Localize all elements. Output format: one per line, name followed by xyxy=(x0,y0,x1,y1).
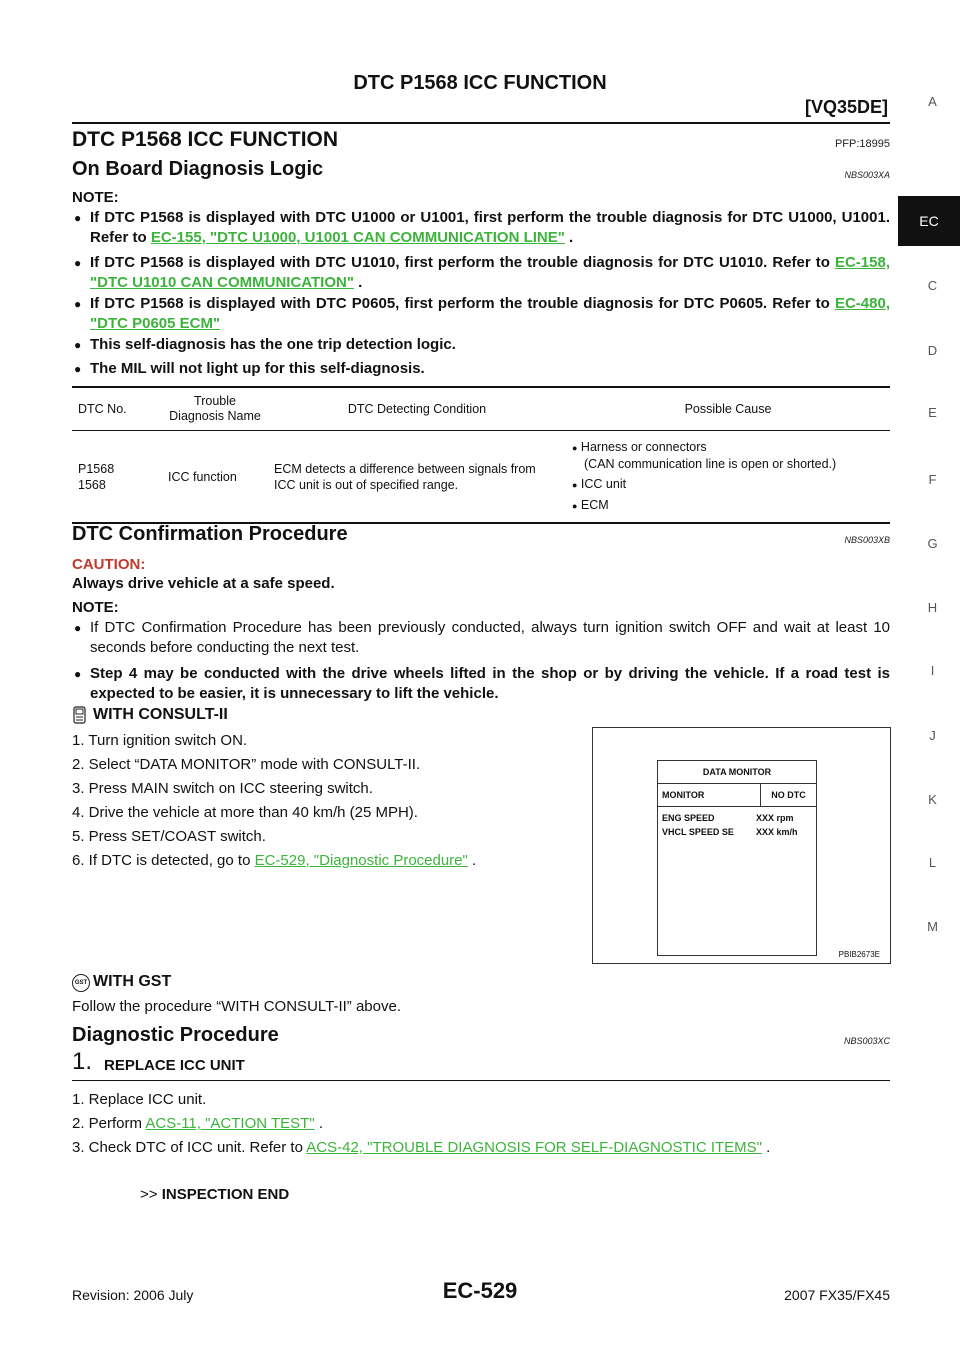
obd-note-5: The MIL will not light up for this self-diagnosis. xyxy=(90,360,425,377)
link-acs-11[interactable]: ACS-11, "ACTION TEST" xyxy=(145,1115,315,1132)
monitor-title: DATA MONITOR xyxy=(658,761,816,784)
page-header-title: DTC P1568 ICC FUNCTION xyxy=(353,72,607,94)
consult-title: WITH CONSULT-II xyxy=(93,706,228,723)
link-ec-158[interactable]: EC-158, "DTC U1010 CAN COMMUNICATION" xyxy=(90,254,890,291)
side-tab-i[interactable]: I xyxy=(930,663,935,678)
part-number: PFP:18995 xyxy=(834,138,890,150)
side-tab-j[interactable]: J xyxy=(929,728,936,743)
step-number: 1. xyxy=(72,1048,93,1075)
th-dtc-no: DTC No. xyxy=(72,387,162,431)
footer-page-number: EC-529 xyxy=(442,1278,518,1303)
step-5: 5. Press SET/COAST switch. xyxy=(72,828,266,845)
bullet-icon: ● xyxy=(74,256,82,270)
obd-note-1: If DTC P1568 is displayed with DTC U1000 or U1001, first perform the trouble diagnosis for DTC U1000, U1001. Refer to EC-155, "DTC U1000, U1001 CAN COMMUNICATION LINE" . xyxy=(90,209,890,246)
side-tab-d[interactable]: D xyxy=(927,343,938,358)
cell-name: ICC function xyxy=(162,431,268,524)
th-possible-cause: Possible Cause xyxy=(566,387,890,431)
monitor-col-monitor: MONITOR xyxy=(658,784,761,806)
th-detecting-condition: DTC Detecting Condition xyxy=(268,387,566,431)
bullet-icon: ● xyxy=(74,362,82,376)
cell-condition: ECM detects a difference between signals from ICC unit is out of specified range. xyxy=(268,431,566,524)
section-title: DTC P1568 ICC FUNCTION xyxy=(72,128,339,151)
link-ec-155[interactable]: EC-155, "DTC U1000, U1001 CAN COMMUNICATION LINE" xyxy=(150,229,565,246)
diag-step-3: 3. Check DTC of ICC unit. Refer to ACS-42, "TROUBLE DIAGNOSIS FOR SELF-DIAGNOSTIC ITEMS" . xyxy=(72,1139,771,1156)
confirm-note-1: If DTC Confirmation Procedure has been previously conducted, always turn ignition switch OFF and wait at least 10 seconds before conducting the next test. xyxy=(90,619,890,656)
cell-dtc-no: P1568 1568 xyxy=(72,431,162,524)
side-tab-g[interactable]: G xyxy=(927,536,938,551)
step-1: 1. Turn ignition switch ON. xyxy=(72,732,248,749)
figure-id: PBIB2673E xyxy=(838,950,880,959)
th-trouble-name: Trouble Diagnosis Name xyxy=(162,387,268,431)
side-tab-e[interactable]: E xyxy=(928,405,937,420)
side-tab-ec[interactable]: EC xyxy=(898,196,960,246)
gst-icon: GST xyxy=(72,974,90,992)
step-2: 2. Select “DATA MONITOR” mode with CONSULT-II. xyxy=(72,756,421,773)
obd-note-label: NOTE: xyxy=(72,189,119,206)
step-3: 3. Press MAIN switch on ICC steering switch. xyxy=(72,780,373,797)
step-4: 4. Drive the vehicle at more than 40 km/h (25 MPH). xyxy=(72,804,418,821)
link-ec-480[interactable]: EC-480, "DTC P0605 ECM" xyxy=(90,295,890,332)
footer-revision: Revision: 2006 July xyxy=(72,1287,194,1303)
obd-note-3: If DTC P1568 is displayed with DTC P0605, first perform the trouble diagnosis for DTC P0605. Refer to EC-480, "DTC P0605 ECM" xyxy=(90,295,890,332)
monitor-item-value: XXX rpm xyxy=(756,813,794,823)
monitor-col-status: NO DTC xyxy=(771,790,806,800)
dtc-table xyxy=(72,386,890,524)
gst-title: WITH GST xyxy=(93,973,172,990)
obd-note-4: This self-diagnosis has the one trip detection logic. xyxy=(90,336,456,353)
table-row xyxy=(72,431,890,524)
step-6: 6. If DTC is detected, go to EC-529, "Diagnostic Procedure" . xyxy=(72,852,477,869)
bullet-icon: ● xyxy=(74,338,82,352)
link-ec-529[interactable]: EC-529, "Diagnostic Procedure" xyxy=(254,852,468,869)
side-tab-m[interactable]: M xyxy=(927,919,938,934)
side-tab-f[interactable]: F xyxy=(928,472,937,487)
monitor-screen xyxy=(657,760,817,956)
side-tab-c[interactable]: C xyxy=(927,278,938,293)
monitor-item-name: ENG SPEED xyxy=(662,813,715,823)
side-tab-k[interactable]: K xyxy=(928,792,937,807)
caution-label: CAUTION: xyxy=(72,556,146,573)
data-monitor-figure xyxy=(592,727,891,964)
caution-text: Always drive vehicle at a safe speed. xyxy=(72,575,335,592)
confirm-title: DTC Confirmation Procedure xyxy=(72,523,348,545)
obd-note-2: If DTC P1568 is displayed with DTC U1010, first perform the trouble diagnosis for DTC U1010. Refer to EC-158, "DTC U1010 CAN COMMUNICATION" . xyxy=(90,254,890,291)
header-rule xyxy=(72,122,890,124)
confirm-note-2: Step 4 may be conducted with the drive wheels lifted in the shop or by driving the vehicle. If a road test is expected to be easier, it is unnecessary to lift the vehicle. xyxy=(90,665,890,702)
step-title: REPLACE ICC UNIT xyxy=(104,1057,245,1074)
diag-code: NBS003XC xyxy=(843,1036,890,1046)
side-tab-a[interactable]: A xyxy=(928,94,937,109)
step-rule xyxy=(72,1080,890,1081)
gst-text: Follow the procedure “WITH CONSULT-II” above. xyxy=(72,998,401,1015)
obd-title: On Board Diagnosis Logic xyxy=(72,158,324,180)
bullet-icon: ● xyxy=(74,211,82,225)
diag-step-2: 2. Perform ACS-11, "ACTION TEST" . xyxy=(72,1115,323,1132)
inspection-end: >> INSPECTION END xyxy=(140,1186,290,1203)
side-tab-h[interactable]: H xyxy=(927,600,938,615)
link-acs-42[interactable]: ACS-42, "TROUBLE DIAGNOSIS FOR SELF-DIAGNOSTIC ITEMS" xyxy=(306,1139,762,1156)
bullet-icon: ● xyxy=(74,297,82,311)
cell-cause: ● Harness or connectors (CAN communication line is open or shorted.) ● ICC unit ● ECM xyxy=(566,431,890,524)
monitor-item-value: XXX km/h xyxy=(756,827,798,837)
diag-step-1: 1. Replace ICC unit. xyxy=(72,1091,207,1108)
footer-model: 2007 FX35/FX45 xyxy=(784,1287,890,1303)
table-header-row xyxy=(72,387,890,431)
confirm-code: NBS003XB xyxy=(844,535,890,545)
monitor-item-name: VHCL SPEED SE xyxy=(662,827,734,837)
bullet-icon: ● xyxy=(74,667,82,681)
confirm-note-label: NOTE: xyxy=(72,599,119,616)
obd-code: NBS003XA xyxy=(844,170,890,180)
bullet-icon: ● xyxy=(74,621,82,635)
engine-label: [VQ35DE] xyxy=(804,97,888,117)
diag-title: Diagnostic Procedure xyxy=(72,1024,279,1046)
side-tab-l[interactable]: L xyxy=(928,855,937,870)
consult-icon xyxy=(72,706,88,724)
